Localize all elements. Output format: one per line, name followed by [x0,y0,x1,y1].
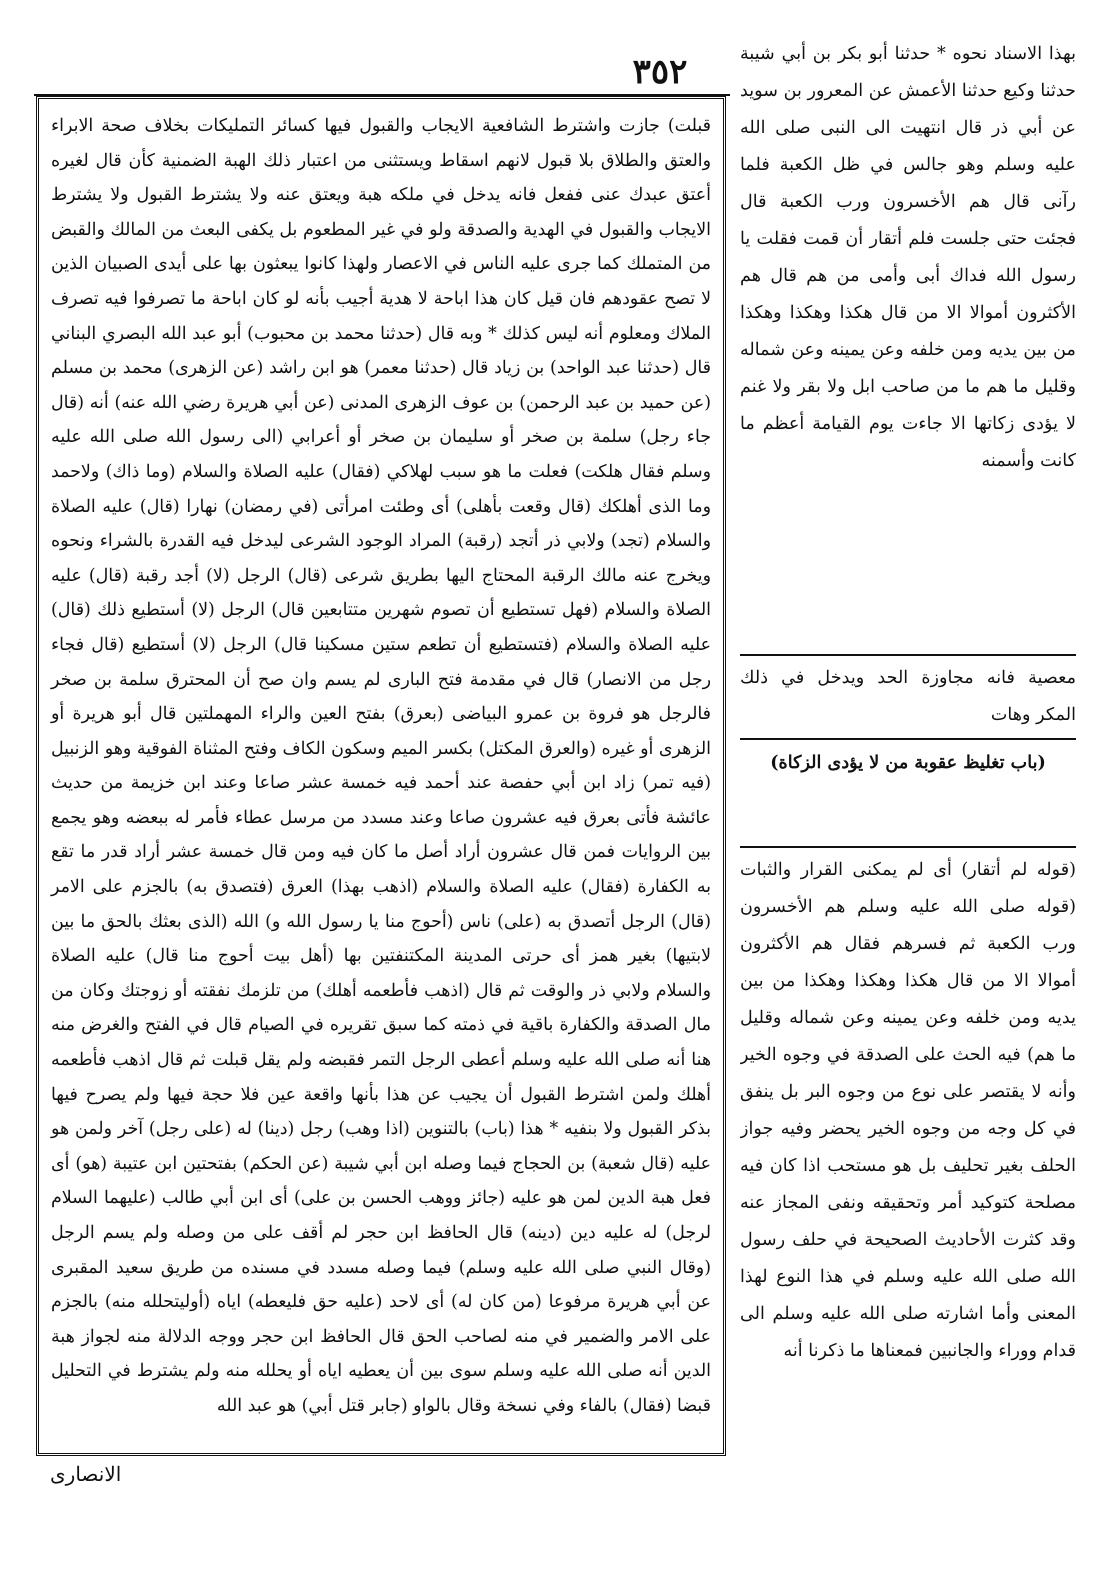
margin-divider [740,738,1076,740]
main-text-body [51,109,711,1424]
catchword-text: الانصاری [50,1462,122,1486]
margin-hadith-block [740,36,1076,648]
margin-divider [740,654,1076,656]
page-number: ٣٥٢ [632,52,688,92]
margin-divider [740,846,1076,848]
margin-column [740,36,1076,1565]
margin-hadith-text: بهذا الاسناد نحوه * حدثنا أبو بكر بن أبي شيبة حدثنا وكيع حدثنا الأعمش عن المعرور بن سويد عن أبي ذر قال انتهيت الى النبى صلى الله عليه وسلم وهو جالس في ظل الكعبة فلما رآنى قال هم الأخسرون ورب الكعبة قال فجئت حتى جلست فلم أتقار أن قمت فقلت يا رسول الله فداك أبى وأمى من هم قال هم الأكثرون أموالا الا من قال هكذا وهكذا وهكذا من بين يديه ومن خلفه وعن يمينه وعن شماله وقليل ما هم ما من صاحب ابل ولا بقر ولا غنم لا يؤدى زكاتها الا جاءت يوم القيامة أعظم ما كانت وأسمنه [740,44,1076,471]
margin-commentary-text: (قوله لم أتقار) أى لم يمكنى القرار والثبات (قوله صلى الله عليه وسلم هم الأخسرون ورب الكعبة ثم فسرهم فقال هم الأكثرون أموالا الا من قال هكذا وهكذا وهكذا من بين يديه ومن خلفه وعن يمينه وعن شماله وقليل ما هم) فيه الحث على الصدقة في وجوه الخير وأنه لا يقتصر على نوع من وجوه البر بل ينفق في كل وجه من وجوه الخير يحضر وفيه جواز الحلف بغير تحليف بل هو مستحب اذا كان فيه مصلحة كتوكيد أمر وتحقيقه ونفى المجاز عنه وقد كثرت الأحاديث الصحيحة في حلف رسول الله صلى الله عليه وسلم في هذا النوع لهذا المعنى وأما اشارته صلى الله عليه وسلم الى قدام ووراء والجانبين فمعناها ما ذكرنا أنه [740,860,1076,1361]
margin-continuation-text: معصية فانه مجاوزة الحد ويدخل في ذلك المكر وهات [740,668,1076,725]
main-text-frame [36,96,726,1456]
footer-catchword [50,1462,250,1486]
margin-chapter-heading [740,744,1076,840]
chapter-heading-text: (باب تغليظ عقوبة من لا يؤدى الزكاة) [770,752,1046,773]
main-paragraph: قبلت) جازت واشترط الشافعية الايجاب والقبول فيها كسائر التمليكات بخلاف صحة الابراء والعتق والطلاق بلا قبول لانهم اسقاط ويستثنى من اعتبار ذلك الهبة الضمنية كأن قال لغيره أعتق عبدك عنى ففعل فانه يدخل في ملكه هبة ويعتق عنه ولا يشترط القبول ولا يشترط الايجاب والقبول في الهدية والصدقة ولو في غير المطعوم بل يكفى البعث من المالك والقبض من المتملك كما جرى عليه الناس في الاعصار ولهذا كانوا يبعثون بها على أيدى الصبيان الذين لا تصح عقودهم فان قيل كان هذا اباحة لا هدية أجيب بأنه لو كان اباحة ما تصرفوا فيه تصرف الملاك ومعلوم أنه ليس كذلك * وبه قال (حدثنا محمد بن محبوب) أبو عبد الله البصري البناني قال (حدثنا عبد الواحد) بن زياد قال (حدثنا معمر) هو ابن راشد (عن الزهرى) محمد بن مسلم (عن حميد بن عبد الرحمن) بن عوف الزهرى المدنى (عن أبي هريرة رضي الله عنه) أنه (قال جاء رجل) سلمة بن صخر أو سليمان بن صخر أو أعرابي (الى رسول الله صلى الله عليه وسلم فقال هلكت) فعلت ما هو سبب لهلاكي (فقال) عليه الصلاة والسلام (وما ذاك) ولاحمد وما الذى أهلكك (قال وقعت بأهلى) أى وطئت امرأتى (في رمضان) نهارا (قال) عليه الصلاة والسلام (تجد) ولابي ذر أتجد (رقبة) المراد الوجود الشرعى ليدخل فيه القدرة بالشراء ونحوه ويخرج عنه مالك الرقبة المحتاج اليها بطريق شرعى (قال) الرجل (لا) أجد رقبة (قال) عليه الصلاة والسلام (فهل تستطيع أن تصوم شهرين متتابعين قال) الرجل (لا) أستطيع ذلك (قال) عليه الصلاة والسلام (فتستطيع أن تطعم ستين مسكينا قال) الرجل (لا) أستطيع (قال فجاء رجل من الانصار) قال في مقدمة فتح البارى لم يسم وان صح أن المحترق سلمة بن صخر فالرجل هو فروة بن عمرو البياضى (بعرق) بفتح العين والراء المهملتين قال أبو هريرة أو الزهرى أو غيره (والعرق المكتل) بكسر الميم وسكون الكاف وفتح المثناة الفوقية وهو الزنبيل (فيه تمر) زاد ابن أبي حفصة عند أحمد فيه خمسة عشر صاعا وعند ابن خزيمة من حديث عائشة فأتى بعرق فيه عشرون صاعا وعند مسدد من مرسل عطاء فأمر له ببعضه وهو يجمع بين الروايات فمن قال عشرون أراد أصل ما كان فيه ومن قال خمسة عشر أراد قدر ما تقع به الكفارة (فقال) عليه الصلاة والسلام (اذهب بهذا) العرق (فتصدق به) بالجزم على الامر (قال) الرجل أتصدق به (على) ناس (أحوج منا يا رسول الله و) الله (الذى بعثك بالحق ما بين لابتيها) بغير همز أى حرتى المدينة المكتنفتين بها (أهل بيت أحوج منا قال) عليه الصلاة والسلام ولابي ذر والوقت ثم قال (اذهب فأطعمه أهلك) من تلزمك نفقته أو زوجتك وكان من مال الصدقة والكفارة باقية في ذمته كما سبق تقريره في الصيام قال في الفتح والغرض منه هنا أنه صلى الله عليه وسلم أعطى الرجل التمر فقبضه ولم يقل قبلت ثم قال اذهب فأطعمه أهلك ولمن اشترط القبول أن يجيب عن هذا بأنها واقعة عين فلا حجة فيها ولم يصرح فيها بذكر القبول ولا بنفيه * هذا (باب) بالتنوين (اذا وهب) رجل (دينا) له (على رجل) آخر ولمن هو عليه (قال شعبة) بن الحجاج فيما وصله ابن أبي شيبة (عن الحكم) بفتحتين ابن عتيبة (هو) أى فعل هبة الدين لمن هو عليه (جائز ووهب الحسن بن على) أى ابن أبي طالب (عليهما السلام لرجل) له عليه دين (دينه) قال الحافظ ابن حجر لم أقف على من وصله ولم يسم الرجل (وقال النبي صلى الله عليه وسلم) فيما وصله مسدد في مسنده من طريق سعيد المقبرى عن أبي هريرة مرفوعا (من كان له) أى لاحد (عليه حق فليعطه) اياه (أوليتحلله منه) بالجزم على الامر والضمير في منه لصاحب الحق قال الحافظ ابن حجر ووجه الدلالة منه لجواز هبة الدين أنه صلى الله عليه وسلم سوى بين أن يعطيه اياه أو يحلله منه ولم يشترط في التحليل قبضا (فقال) بالفاء وفي نسخة وقال بالواو (جابر قتل أبي) هو عبد الله [51,116,711,1416]
margin-continuation-block [740,660,1076,732]
margin-commentary-block [740,852,1076,1370]
